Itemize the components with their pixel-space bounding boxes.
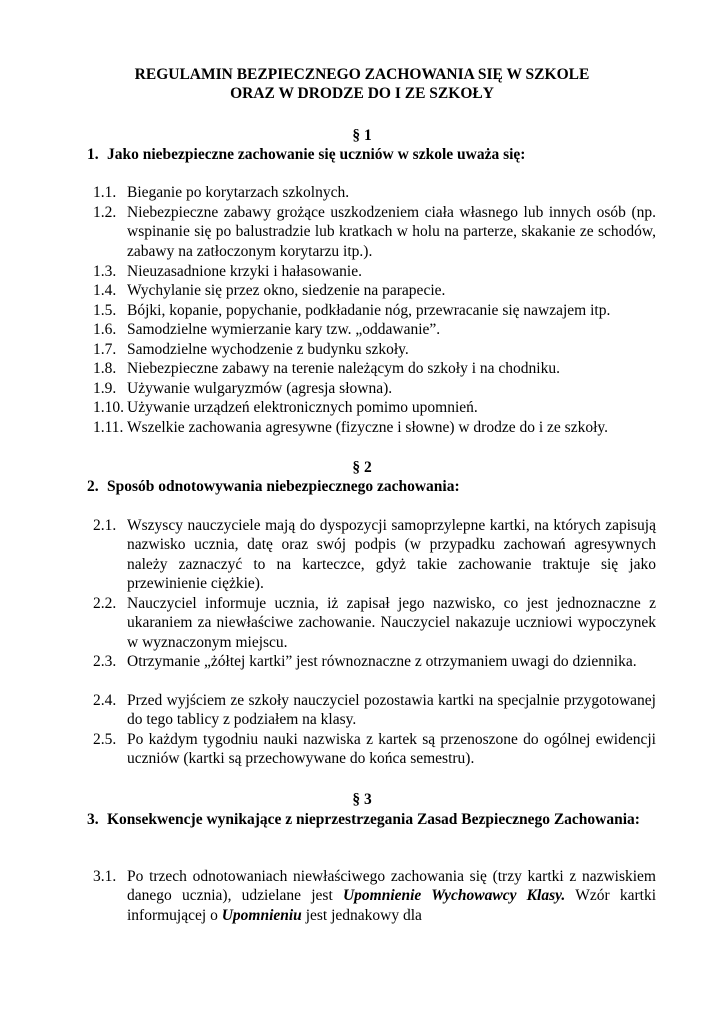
item-number: 1.8. [93, 360, 117, 377]
item-text: Po każdym tygodniu nauki nazwiska z kartek są przenoszone do ogólnej ewidencji uczniów (kartki są przechowywane do końca semestru). [127, 731, 656, 768]
emphasis-upomnienie-wychowawcy: Upomnienie Wychowawcy Klasy. [342, 887, 566, 905]
section-heading-text: Jako niebezpieczne zachowanie się uczniów w szkole uważa się: [107, 146, 526, 163]
item-text: Wszelkie zachowania agresywne (fizyczne i słowne) w drodze do i ze szkoły. [127, 419, 609, 436]
item-number: 1.6. [93, 321, 117, 338]
item-number: 1.11. [93, 419, 124, 436]
item-text: Samodzielne wychodzenie z budynku szkoły. [127, 341, 409, 358]
item-text-part: Po trzech odnotowaniach niewłaściwego zachowania się (trzy kartki z nazwiskiem danego ucznia), udzielane jest [127, 868, 656, 905]
document-title-line2: ORAZ W DRODZE DO I ZE SZKOŁY [230, 85, 494, 102]
item-number: 2.3. [93, 653, 117, 670]
item-text [127, 867, 656, 925]
item-text-part: Wzór kartki informującej o [127, 887, 656, 924]
item-text: Wychylanie się przez okno, siedzenie na parapecie. [127, 282, 446, 299]
section-number: 1. [87, 146, 99, 163]
item-number: 2.4. [93, 692, 117, 709]
item-text: Nauczyciel informuje ucznia, iż zapisał jego nazwisko, co jest jednoznaczne z ukaraniem za niewłaściwe zachowanie. Nauczyciel nakazuje uczniowi wypoczynek w wyznaczonym miejscu. [127, 595, 656, 651]
item-number: 1.1. [93, 184, 117, 201]
item-text: Wszyscy nauczyciele mają do dyspozycji samoprzylepne kartki, na których zapisują nazwisko ucznia, datę oraz swój podpis (w przypadku zachowań agresywnych należy zaznaczyć to na karteczce, gdyż takie zachowanie traktuje się jako przewinienie ciężkie). [127, 517, 656, 593]
section-number: 3. [87, 811, 99, 828]
section-2-symbol: § 2 [352, 459, 372, 476]
item-number: 3.1. [93, 868, 117, 885]
section-number: 2. [87, 478, 99, 495]
item-number: 1.9. [93, 380, 117, 397]
item-text-part: jest jednakowy dla [301, 906, 422, 924]
item-number: 2.1. [93, 517, 117, 534]
section-1-symbol: § 1 [352, 127, 372, 144]
section-heading-text: Konsekwencje wynikające z nieprzestrzegania Zasad Bezpiecznego Zachowania: [107, 811, 640, 828]
item-text: Używanie urządzeń elektronicznych pomimo upomnień. [127, 399, 478, 416]
item-number: 2.5. [93, 731, 117, 748]
item-number: 1.10. [93, 399, 124, 416]
item-number: 1.7. [93, 341, 117, 358]
item-text: Przed wyjściem ze szkoły nauczyciel pozostawia kartki na specjalnie przygotowanej do tego tablicy z podziałem na klasy. [127, 692, 656, 729]
item-text: Bieganie po korytarzach szkolnych. [127, 184, 350, 201]
item-number: 1.4. [93, 282, 117, 299]
item-number: 1.2. [93, 204, 117, 221]
item-number: 1.3. [93, 263, 117, 280]
item-text: Niebezpieczne zabawy grożące uszkodzeniem ciała własnego lub innych osób (np. wspinanie się po balustradzie lub kratkach w holu na parterze, skakanie ze schodów, zabawy na zatłoczonym korytarzu itp.). [127, 204, 656, 260]
item-text: Samodzielne wymierzanie kary tzw. „oddawanie”. [127, 321, 441, 338]
item-text: Niebezpieczne zabawy na terenie należącym do szkoły i na chodniku. [127, 360, 560, 377]
item-number: 2.2. [93, 595, 117, 612]
section-3-symbol: § 3 [352, 791, 372, 808]
document-title-line1: REGULAMIN BEZPIECZNEGO ZACHOWANIA SIĘ W SZKOLE [134, 66, 590, 83]
item-text: Używanie wulgaryzmów (agresja słowna). [127, 380, 393, 397]
item-number: 1.5. [93, 302, 117, 319]
item-text: Nieuzasadnione krzyki i hałasowanie. [127, 263, 362, 280]
section-heading-text: Sposób odnotowywania niebezpiecznego zachowania: [107, 478, 460, 495]
item-text: Otrzymanie „żółtej kartki” jest równoznaczne z otrzymaniem uwagi do dziennika. [127, 653, 637, 670]
emphasis-upomnieniu: Upomnieniu [221, 906, 302, 924]
item-text: Bójki, kopanie, popychanie, podkładanie nóg, przewracanie się nawzajem itp. [127, 302, 611, 319]
